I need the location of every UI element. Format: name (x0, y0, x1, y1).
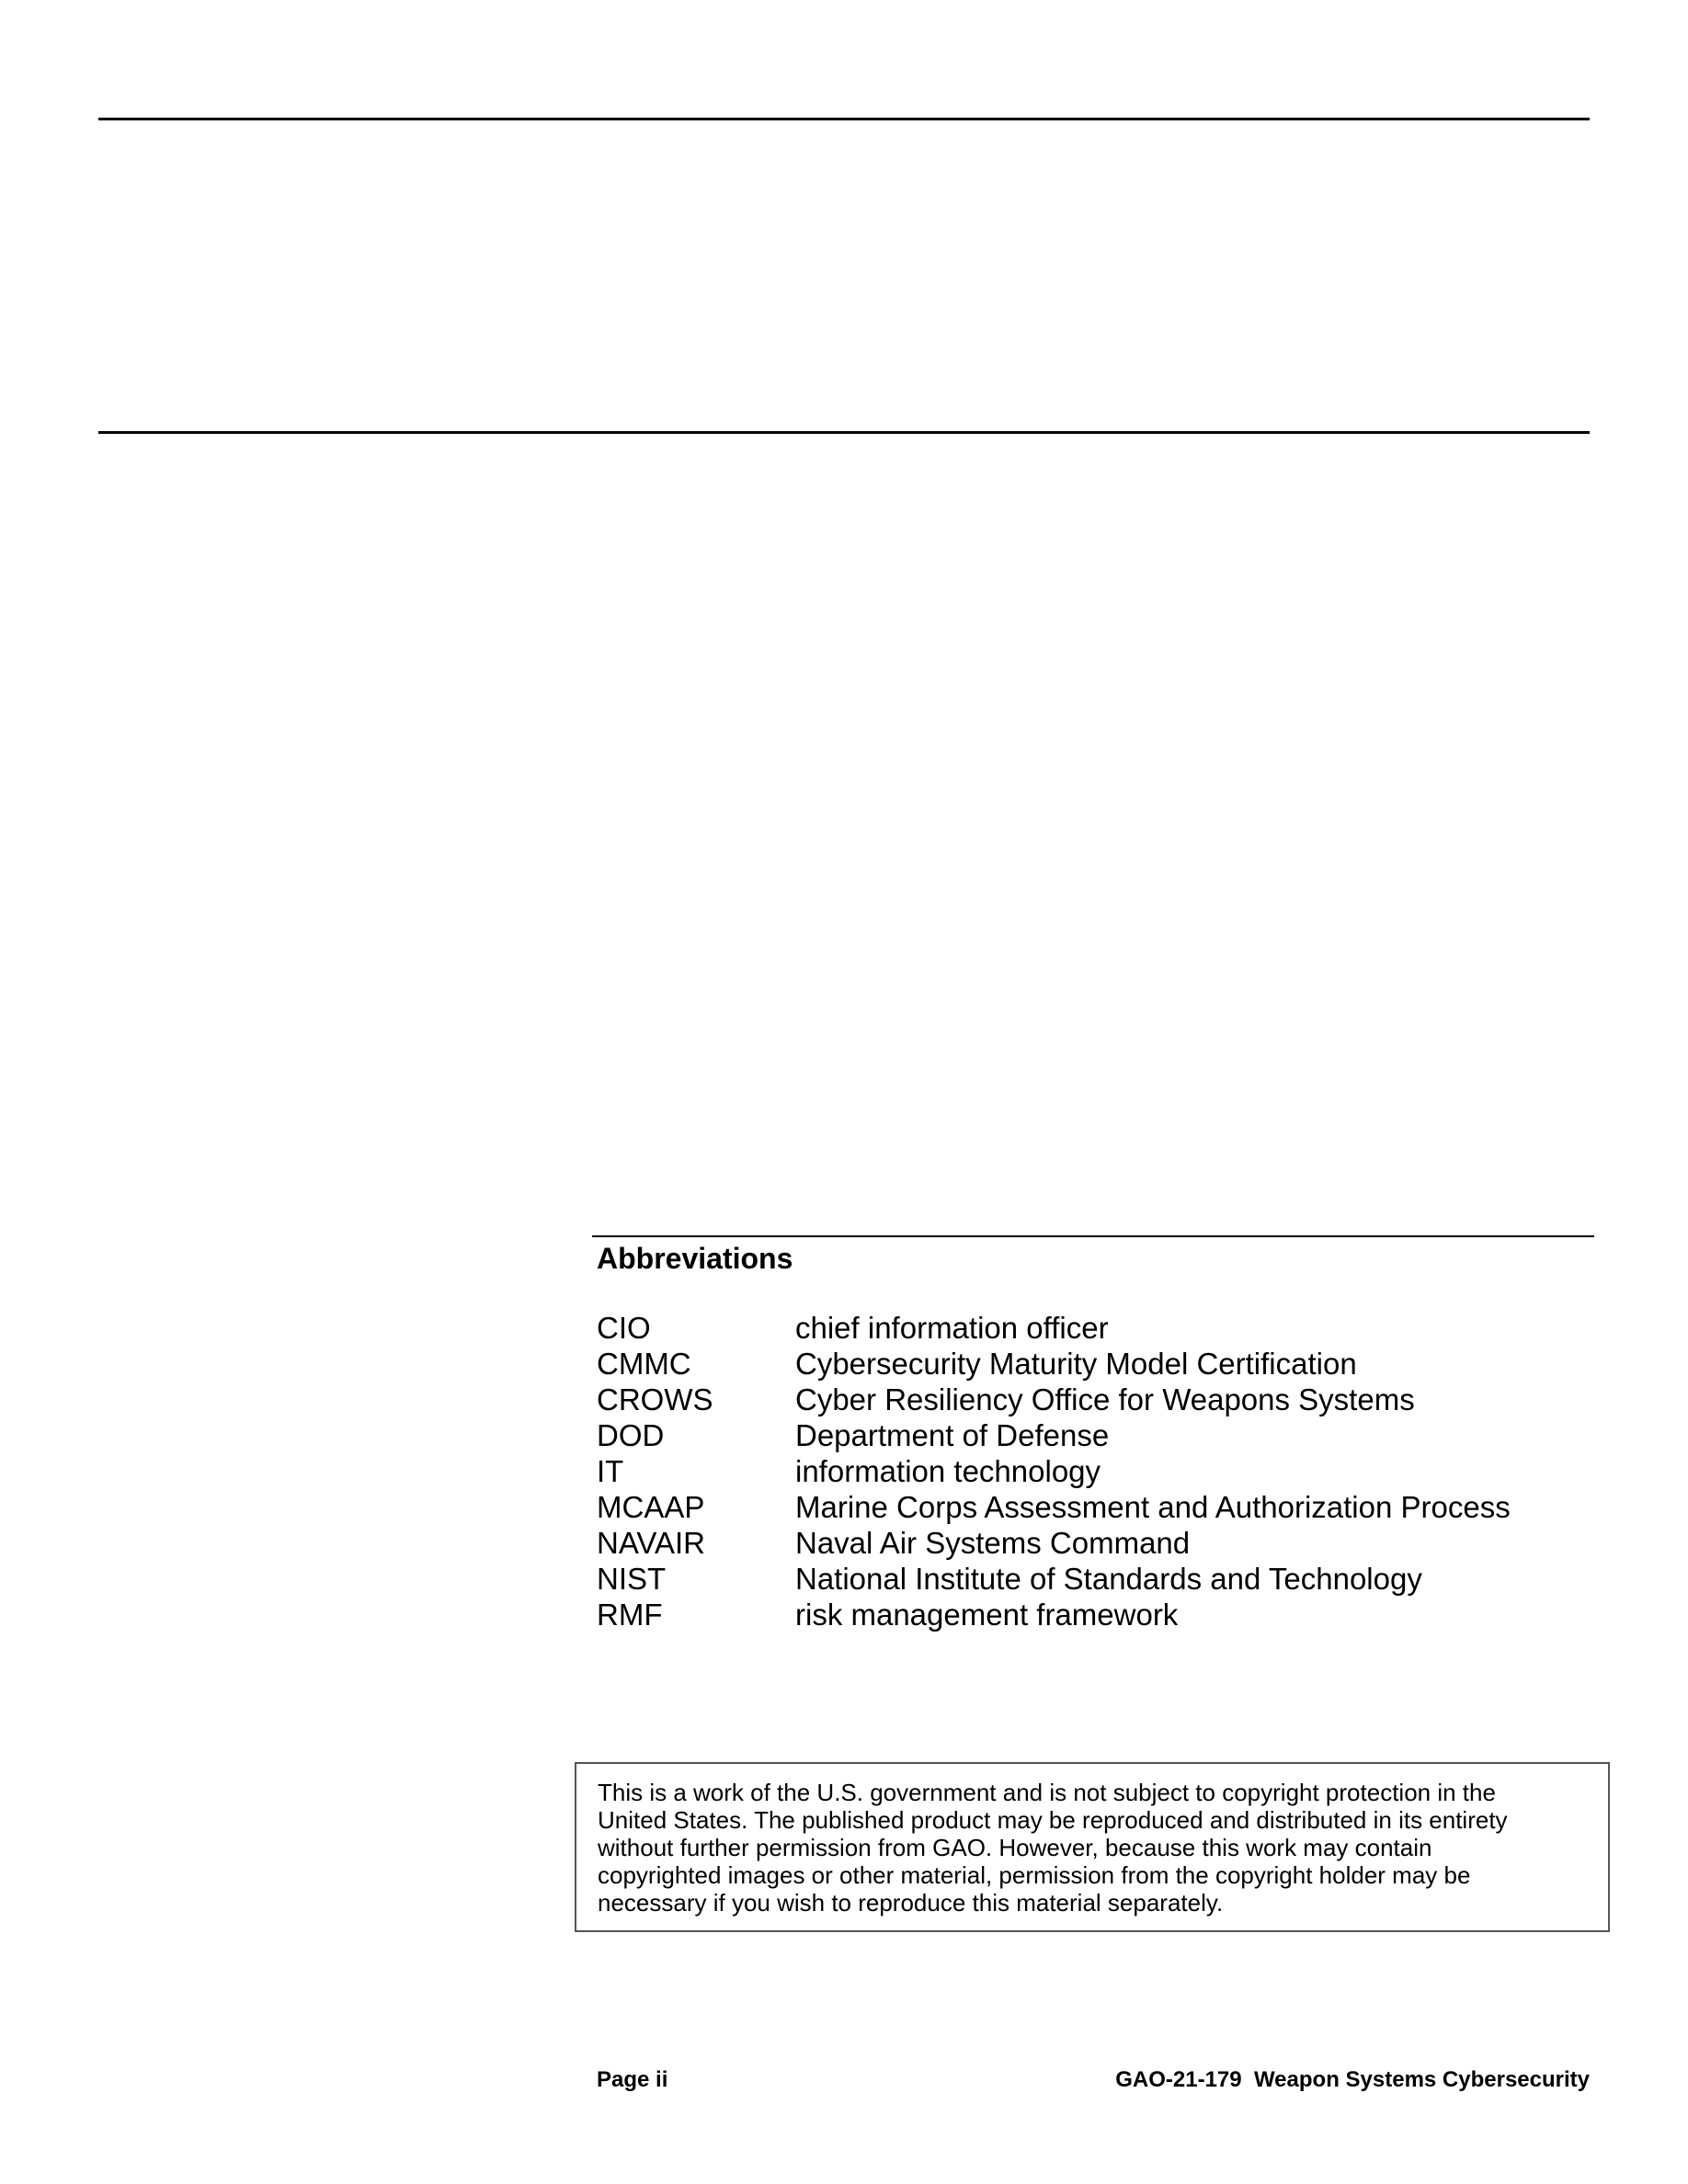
abbreviation-term: MCAAP (597, 1490, 705, 1524)
abbreviation-definition: Cyber Resiliency Office for Weapons Systems (795, 1382, 1415, 1416)
abbreviation-term: CROWS (597, 1382, 713, 1416)
copyright-notice-line: This is a work of the U.S. government and is not subject to copyright protection in the (598, 1779, 1496, 1806)
abbreviation-term: CIO (597, 1311, 651, 1345)
abbreviation-term: IT (597, 1454, 624, 1488)
copyright-notice-line: without further permission from GAO. However, because this work may contain (598, 1834, 1432, 1861)
abbreviation-row (597, 1561, 1590, 1597)
abbreviation-row (597, 1382, 1590, 1417)
abbreviation-term: RMF (597, 1598, 663, 1632)
abbreviation-definition: risk management framework (795, 1598, 1179, 1632)
abbreviation-row (597, 1453, 1590, 1489)
abbreviation-definition: Naval Air Systems Command (795, 1526, 1191, 1560)
abbreviation-term: CMMC (597, 1347, 691, 1381)
abbreviations-list (597, 1310, 1590, 1632)
abbreviation-row (597, 1525, 1590, 1561)
abbreviation-definition: information technology (795, 1454, 1101, 1488)
abbreviation-row (597, 1346, 1590, 1382)
copyright-notice-line: copyrighted images or other material, permission from the copyright holder may be (598, 1861, 1471, 1889)
abbreviation-row (597, 1597, 1590, 1632)
abbreviations-heading: Abbreviations (597, 1242, 793, 1275)
abbreviation-definition: Cybersecurity Maturity Model Certification (795, 1347, 1357, 1381)
abbreviations-divider (592, 1235, 1594, 1237)
abbreviation-definition: Department of Defense (795, 1418, 1110, 1452)
abbreviation-row (597, 1489, 1590, 1525)
abbreviation-definition: Marine Corps Assessment and Authorization Process (795, 1490, 1511, 1524)
abbreviation-definition: National Institute of Standards and Technology (795, 1562, 1422, 1596)
copyright-notice-line: necessary if you wish to reproduce this material separately. (598, 1889, 1224, 1917)
copyright-notice-box (575, 1762, 1610, 1932)
section-divider (98, 431, 1590, 434)
footer-report-title: GAO-21-179 Weapon Systems Cybersecurity (1115, 2067, 1590, 2092)
abbreviation-term: NIST (597, 1562, 667, 1596)
abbreviation-definition: chief information officer (795, 1311, 1109, 1345)
top-divider (98, 118, 1590, 120)
abbreviation-row (597, 1417, 1590, 1453)
abbreviation-term: DOD (597, 1418, 665, 1452)
footer-page-number: Page ii (597, 2067, 668, 2092)
abbreviation-row (597, 1310, 1590, 1346)
copyright-notice-line: United States. The published product may be reproduced and distributed in its entirety (598, 1806, 1508, 1834)
abbreviation-term: NAVAIR (597, 1526, 705, 1560)
